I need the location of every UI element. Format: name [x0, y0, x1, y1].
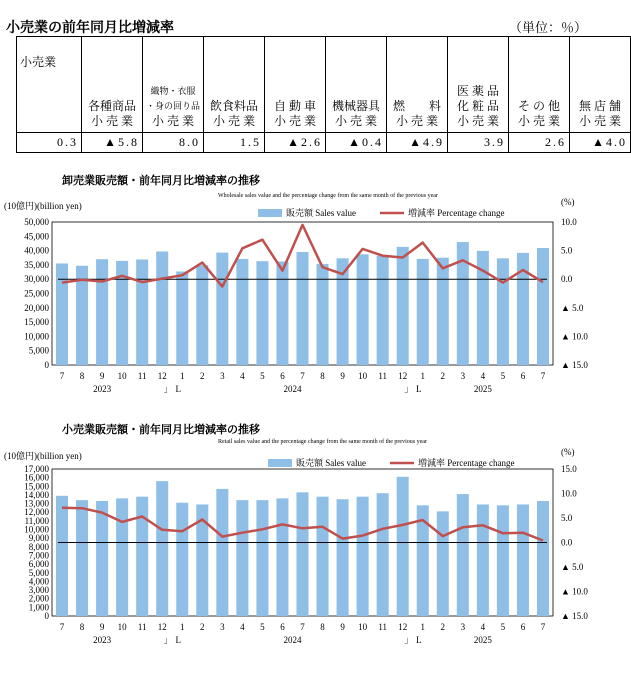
sales-bar — [156, 251, 168, 365]
left-tick-label: 9,000 — [28, 533, 49, 544]
sales-bar — [256, 261, 268, 365]
sales-bar — [76, 500, 88, 616]
header-line: 小 売 業 — [212, 114, 255, 128]
retail-change-table — [16, 36, 631, 153]
x-tick-label: 9 — [340, 622, 345, 632]
x-tick-label: 8 — [320, 622, 325, 632]
chart-title: 小売業販売額・前年同月比増減率の推移 — [62, 424, 260, 436]
header-line: ・身の回り品 — [146, 101, 201, 111]
table-col-header — [204, 37, 265, 133]
sales-bar — [236, 259, 248, 365]
header-line: 各種商品 — [87, 99, 136, 113]
left-tick-label: 14,000 — [24, 489, 49, 500]
year-label: 2024 — [283, 384, 302, 394]
x-tick-label: 8 — [79, 371, 85, 381]
table-col-header — [82, 37, 143, 133]
header-line: 織物・衣服 — [150, 86, 196, 96]
sales-bar — [537, 248, 549, 365]
x-tick-label: 4 — [240, 371, 245, 381]
table-values-row — [17, 133, 631, 153]
year-break-mark: L — [175, 384, 182, 394]
table-col-header — [387, 37, 448, 133]
left-tick-label: 5,000 — [28, 567, 49, 578]
sales-bar — [317, 497, 329, 616]
x-tick-label: 9 — [99, 371, 105, 381]
table-header-row — [17, 37, 631, 133]
left-tick-label: 17,000 — [24, 464, 49, 474]
sales-bar — [517, 504, 529, 616]
table-col-header — [570, 37, 631, 133]
right-tick-label: 10.0 — [561, 217, 577, 227]
year-label: 2025 — [473, 384, 492, 394]
table-value-cell: ▲4.0 — [570, 133, 631, 153]
sales-bar — [196, 265, 208, 365]
left-tick-label: 35,000 — [24, 259, 49, 270]
table-value-cell: ▲5.8 — [82, 133, 143, 153]
chart-subtitle: Wholesale sales value and the percentage change from the same month of the previous year — [218, 193, 438, 199]
sales-bar — [276, 261, 288, 365]
right-tick-label: 5.0 — [561, 513, 573, 523]
sales-bar — [96, 501, 108, 616]
left-tick-label: 45,000 — [24, 231, 49, 242]
legend-bar-swatch — [258, 209, 282, 217]
x-tick-label: 1 — [180, 371, 185, 381]
table-col-header — [326, 37, 387, 133]
x-tick-label: 6 — [520, 622, 526, 632]
x-tick-label: 1 — [420, 622, 425, 632]
x-tick-label: 1 — [180, 622, 185, 632]
x-tick-label: 9 — [99, 622, 105, 632]
left-tick-label: 0 — [44, 611, 49, 621]
sales-bar — [256, 500, 268, 616]
table-value-cell: 1.5 — [204, 133, 265, 153]
left-tick-label: 20,000 — [24, 302, 49, 313]
header-line: 機械器具 — [331, 99, 380, 113]
year-break-mark: L — [415, 635, 422, 645]
legend-line-label: 増減率 Percentage change — [418, 458, 515, 468]
chart-subtitle: Retail sales value and the percentage change from the same month of the previous year — [218, 439, 427, 445]
sales-bar — [497, 258, 509, 365]
right-axis-unit: (%) — [561, 197, 575, 207]
sales-bar — [236, 500, 248, 616]
left-tick-label: 15,000 — [24, 481, 49, 492]
x-tick-label: 3 — [220, 622, 225, 632]
left-tick-label: 10,000 — [24, 524, 49, 535]
left-tick-label: 8,000 — [28, 541, 49, 552]
sales-bar — [176, 271, 188, 365]
year-break-mark: 」 — [163, 635, 173, 645]
right-tick-label: ▲ 5.0 — [561, 562, 584, 572]
header-line: 小売業 — [20, 55, 57, 69]
table-value-cell: 3.9 — [448, 133, 509, 153]
left-tick-label: 4,000 — [28, 576, 49, 587]
sales-bar — [437, 258, 449, 365]
left-tick-label: 13,000 — [24, 498, 49, 509]
header-line: 自 動 車 — [273, 99, 316, 113]
right-tick-label: ▲ 10.0 — [561, 586, 588, 597]
x-tick-label: 6 — [520, 371, 526, 381]
x-tick-label: 10 — [358, 622, 368, 632]
x-tick-label: 12 — [157, 371, 167, 381]
x-tick-label: 2 — [440, 622, 446, 632]
year-label: 2023 — [93, 635, 112, 645]
sales-bar — [156, 481, 168, 616]
sales-bar — [136, 259, 148, 365]
x-tick-label: 1 — [420, 371, 425, 381]
x-tick-label: 2 — [200, 371, 205, 381]
sales-bar — [537, 501, 549, 616]
right-tick-label: 0.0 — [561, 537, 573, 548]
right-tick-label: ▲ 10.0 — [561, 331, 588, 342]
left-tick-label: 25,000 — [24, 288, 49, 299]
x-tick-label: 12 — [398, 622, 408, 632]
sales-bar — [417, 259, 429, 365]
x-tick-label: 11 — [378, 622, 387, 632]
sales-bar — [296, 252, 308, 365]
x-tick-label: 4 — [480, 371, 486, 381]
header-line: 化 粧 品 — [456, 99, 499, 113]
sales-bar — [377, 256, 389, 365]
x-tick-label: 7 — [300, 622, 305, 632]
retail-chart-svg — [0, 422, 605, 672]
x-tick-label: 8 — [320, 371, 325, 381]
x-tick-label: 7 — [59, 371, 65, 381]
sales-bar — [377, 493, 389, 616]
year-break-mark: L — [415, 384, 422, 394]
right-tick-label: 10.0 — [561, 488, 577, 499]
left-axis-unit: (10億円)(billion yen) — [4, 201, 82, 211]
x-tick-label: 10 — [117, 622, 127, 632]
sales-bar — [397, 477, 409, 616]
sales-bar — [96, 259, 108, 365]
header-line: 小 売 業 — [517, 114, 560, 128]
year-label: 2023 — [93, 384, 112, 394]
unit-label: （単位：％） — [508, 20, 587, 35]
left-axis-unit: (10億円)(billion yen) — [4, 451, 82, 461]
table-value-cell: 8.0 — [143, 133, 204, 153]
sales-bar — [397, 247, 409, 365]
year-break-mark: 」 — [163, 384, 173, 394]
header-line: 小 売 業 — [273, 114, 316, 128]
x-tick-label: 6 — [280, 622, 285, 632]
right-axis-unit: (%) — [561, 447, 575, 457]
table-value-cell: ▲0.4 — [326, 133, 387, 153]
header-line: 無 店 舗 — [578, 99, 621, 113]
wholesale-chart — [0, 170, 605, 410]
table-col-header — [17, 37, 82, 133]
wholesale-chart-svg — [0, 170, 605, 410]
legend-bar-swatch — [268, 459, 292, 467]
sales-bar — [457, 494, 469, 616]
x-tick-label: 3 — [460, 371, 466, 381]
x-tick-label: 12 — [157, 622, 167, 632]
x-tick-label: 4 — [240, 622, 245, 632]
left-tick-label: 12,000 — [24, 507, 49, 518]
x-tick-label: 5 — [500, 371, 506, 381]
retail-change-title: 小売業の前年同月比増減率 — [6, 19, 174, 35]
sales-bar — [497, 505, 509, 616]
year-break-mark: L — [175, 635, 182, 645]
left-tick-label: 0 — [44, 360, 49, 370]
sales-bar — [116, 498, 128, 616]
sales-bar — [216, 253, 228, 365]
x-tick-label: 7 — [59, 622, 65, 632]
table-value-cell: 0.3 — [17, 133, 82, 153]
table-col-header — [448, 37, 509, 133]
retail-chart — [0, 422, 605, 672]
left-tick-label: 2,000 — [28, 593, 49, 604]
left-tick-label: 16,000 — [24, 472, 49, 483]
table-col-header — [509, 37, 570, 133]
left-tick-label: 5,000 — [28, 345, 49, 356]
x-tick-label: 3 — [460, 622, 466, 632]
left-tick-label: 10,000 — [24, 331, 49, 342]
sales-bar — [56, 496, 68, 616]
x-tick-label: 10 — [117, 371, 127, 381]
table-value-cell: ▲2.6 — [265, 133, 326, 153]
x-tick-label: 10 — [358, 371, 368, 381]
left-tick-label: 11,000 — [24, 515, 49, 526]
header-line: 燃 料 — [392, 99, 441, 113]
table-col-header — [265, 37, 326, 133]
year-label: 2024 — [283, 635, 302, 645]
sales-bar — [296, 492, 308, 616]
header-line: 小 売 業 — [578, 114, 621, 128]
right-tick-label: 0.0 — [561, 274, 573, 285]
sales-bar — [176, 503, 188, 616]
sales-bar — [216, 489, 228, 616]
sales-bar — [56, 263, 68, 365]
right-tick-label: 5.0 — [561, 245, 573, 256]
legend-bar-label: 販売額 Sales value — [286, 208, 356, 218]
left-tick-label: 15,000 — [24, 317, 49, 328]
sales-bar — [477, 504, 489, 616]
x-tick-label: 11 — [378, 371, 387, 381]
chart-title: 卸売業販売額・前年同月比増減率の推移 — [62, 175, 260, 187]
x-tick-label: 8 — [79, 622, 85, 632]
left-tick-label: 50,000 — [24, 217, 49, 227]
x-tick-label: 7 — [300, 371, 305, 381]
year-break-mark: 」 — [404, 384, 414, 394]
x-tick-label: 4 — [480, 622, 486, 632]
x-tick-label: 12 — [398, 371, 408, 381]
x-tick-label: 2 — [200, 622, 205, 632]
table-value-cell: 2.6 — [509, 133, 570, 153]
year-label: 2025 — [473, 635, 492, 645]
right-tick-label: 15.0 — [561, 464, 577, 474]
header-line: 医 薬 品 — [456, 84, 499, 98]
left-tick-label: 30,000 — [24, 274, 49, 285]
table-col-header — [143, 37, 204, 133]
sales-bar — [337, 499, 349, 616]
legend-line-label: 増減率 Percentage change — [408, 208, 505, 218]
header-line: 小 売 業 — [395, 114, 438, 128]
x-tick-label: 2 — [440, 371, 446, 381]
sales-bar — [276, 498, 288, 616]
x-tick-label: 7 — [540, 622, 546, 632]
left-tick-label: 6,000 — [28, 559, 49, 570]
x-tick-label: 5 — [260, 622, 265, 632]
header-line: 小 売 業 — [456, 114, 499, 128]
sales-bar — [357, 254, 369, 365]
right-tick-label: ▲ 5.0 — [561, 302, 584, 313]
x-tick-label: 3 — [220, 371, 225, 381]
left-tick-label: 1,000 — [28, 602, 49, 613]
x-tick-label: 5 — [260, 371, 265, 381]
sales-bar — [136, 497, 148, 616]
x-tick-label: 11 — [137, 371, 147, 381]
table-value-cell: ▲4.9 — [387, 133, 448, 153]
x-tick-label: 6 — [280, 371, 285, 381]
header-line: そ の 他 — [517, 99, 560, 113]
x-tick-label: 9 — [340, 371, 345, 381]
sales-bar — [357, 497, 369, 616]
year-break-mark: 」 — [404, 635, 414, 645]
x-tick-label: 5 — [500, 622, 506, 632]
left-tick-label: 7,000 — [28, 550, 49, 561]
header-line: 小 売 業 — [334, 114, 377, 128]
sales-bar — [437, 511, 449, 616]
header-line: 小 売 業 — [90, 114, 133, 128]
header-line: 小 売 業 — [151, 114, 194, 128]
right-tick-label: ▲ 15.0 — [561, 360, 588, 370]
legend-bar-label: 販売額 Sales value — [296, 458, 366, 468]
right-tick-label: ▲ 15.0 — [561, 611, 588, 621]
x-tick-label: 7 — [540, 371, 546, 381]
header-line: 飲食料品 — [209, 99, 258, 113]
left-tick-label: 40,000 — [24, 245, 49, 256]
x-tick-label: 11 — [137, 622, 147, 632]
left-tick-label: 3,000 — [28, 585, 49, 596]
